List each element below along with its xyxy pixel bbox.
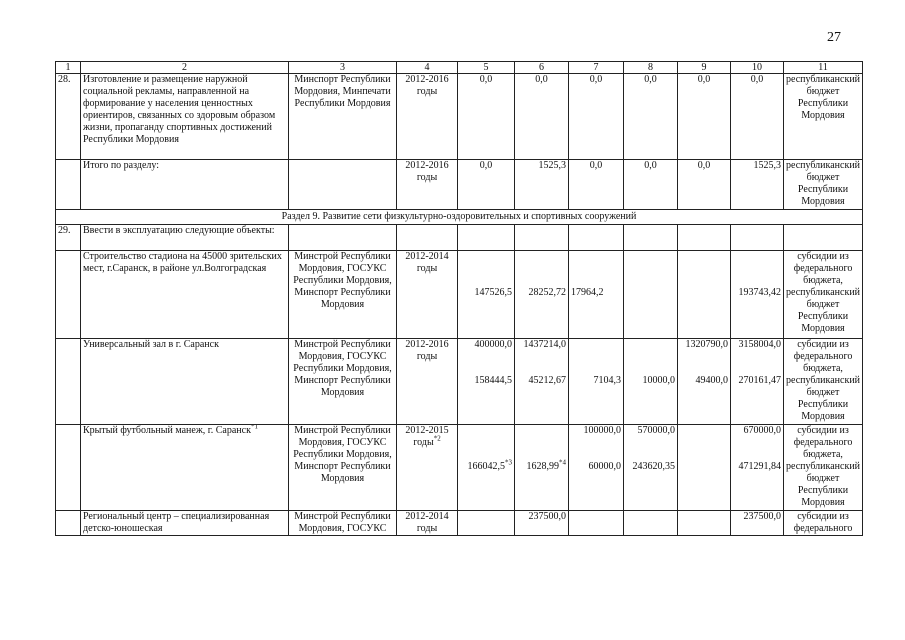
row-number: 29. <box>56 225 81 251</box>
table-row <box>56 339 863 425</box>
executor: Минспорт Республики Мордовия, Минпечати Республики Мордовия <box>289 74 397 160</box>
object-name: Универсальный зал в г. Саранск <box>81 339 289 425</box>
funding-source: субсидии из федерального бюджета, республиканский бюджет Республики Мордовия <box>784 251 863 339</box>
object-name: Региональный центр – специализированная детско-юношеская <box>81 511 289 536</box>
value-col5: 147526,5 <box>474 287 512 298</box>
funding-source: субсидии из федерального <box>784 511 863 536</box>
value-col9-regional: 49400,0 <box>695 375 728 386</box>
funding-source: республиканский бюджет Республики Мордовия <box>784 160 863 210</box>
value-col6-regional: 45212,67 <box>528 375 566 386</box>
value-col8-regional: 10000,0 <box>642 375 675 386</box>
value-col7: 17964,2 <box>571 287 604 298</box>
column-header: 8 <box>624 62 678 74</box>
value-col6: 237500,0 <box>515 511 569 536</box>
value-col10-regional: 270161,47 <box>738 375 781 386</box>
value-col8: 0,0 <box>624 160 678 210</box>
table-row <box>56 425 863 511</box>
column-numbers-row <box>56 62 863 74</box>
executor: Минстрой Республики Мордовия, ГОСУКС Республики Мордовия, Минспорт Республики Мордовия <box>289 425 397 511</box>
years: 2012-2014 годы <box>397 251 458 339</box>
value-col10: 0,0 <box>731 74 784 160</box>
value-col8-federal: 570000,0 <box>637 425 675 436</box>
value-col5: 0,0 <box>458 74 515 160</box>
column-header: 2 <box>81 62 289 74</box>
footnote-mark: *4 <box>559 458 566 467</box>
footnote-mark: *1 <box>250 424 258 431</box>
value-col10-federal: 3158004,0 <box>738 339 781 350</box>
measure-name: Изготовление и размещение наружной социальной рекламы, направленной на формирование у населения ценностных ориентиров, связанных со здоровым образом жизни, пропаганду спортивных достижений Республики Мордовия <box>81 74 289 160</box>
column-header: 5 <box>458 62 515 74</box>
value-col8-regional: 243620,35 <box>632 461 675 472</box>
section-title: Раздел 9. Развитие сети физкультурно-оздоровительных и спортивных сооружений <box>56 210 863 225</box>
value-col9: 0,0 <box>678 160 731 210</box>
value-col10: 1525,3 <box>731 160 784 210</box>
value-col10: 237500,0 <box>731 511 784 536</box>
page-number: 27 <box>827 30 841 45</box>
column-header: 7 <box>569 62 624 74</box>
column-header: 9 <box>678 62 731 74</box>
footnote-mark: *3 <box>505 458 512 467</box>
value-col7-federal: 100000,0 <box>583 425 621 436</box>
value-col6: 0,0 <box>515 74 569 160</box>
program-table <box>55 61 863 536</box>
total-label: Итого по разделу: <box>81 160 289 210</box>
value-col9: 0,0 <box>678 74 731 160</box>
funding-source: субсидии из федерального бюджета, республиканский бюджет Республики Мордовия <box>784 339 863 425</box>
table-row <box>56 251 863 339</box>
value-col10: 193743,42 <box>738 287 781 298</box>
value-col6: 1525,3 <box>515 160 569 210</box>
executor: Минстрой Республики Мордовия, ГОСУКС <box>289 511 397 536</box>
value-col7-regional: 7104,3 <box>593 375 621 386</box>
value-col5-federal: 400000,0 <box>474 339 512 350</box>
years: 2012-2016 годы <box>397 160 458 210</box>
row-number: 28. <box>56 74 81 160</box>
years: 2012-2015 годы <box>405 425 449 448</box>
table-row <box>56 74 863 160</box>
value-col6: 28252,72 <box>528 287 566 298</box>
value-col7-regional: 60000,0 <box>588 461 621 472</box>
measure-name: Ввести в эксплуатацию следующие объекты: <box>81 225 289 251</box>
value-col8: 0,0 <box>624 74 678 160</box>
value-col6-federal: 1437214,0 <box>523 339 566 350</box>
value-col6-regional: 1628,99 <box>526 461 559 472</box>
years: 2012-2014 годы <box>397 511 458 536</box>
value-col10-regional: 471291,84 <box>738 461 781 472</box>
executor: Минстрой Республики Мордовия, ГОСУКС Республики Мордовия, Минспорт Республики Мордовия <box>289 339 397 425</box>
column-header: 3 <box>289 62 397 74</box>
column-header: 11 <box>784 62 863 74</box>
table-row <box>56 225 863 251</box>
footnote-mark: *2 <box>433 434 441 443</box>
value-col7: 0,0 <box>569 74 624 160</box>
table-row <box>56 511 863 536</box>
value-col5: 0,0 <box>458 160 515 210</box>
value-col5-regional: 158444,5 <box>474 375 512 386</box>
column-header: 1 <box>56 62 81 74</box>
column-header: 6 <box>515 62 569 74</box>
section-header-row <box>56 210 863 225</box>
value-col5-regional: 166042,5 <box>467 461 505 472</box>
executor: Минстрой Республики Мордовия, ГОСУКС Республики Мордовия, Минспорт Республики Мордовия <box>289 251 397 339</box>
column-header: 4 <box>397 62 458 74</box>
funding-source: республиканский бюджет Республики Мордовия <box>784 74 863 160</box>
value-col9-federal: 1320790,0 <box>685 339 728 350</box>
table-row <box>56 160 863 210</box>
column-header: 10 <box>731 62 784 74</box>
object-name: Крытый футбольный манеж, г. Саранск <box>83 425 251 436</box>
object-name: Строительство стадиона на 45000 зрительских мест, г.Саранск, в районе ул.Волгоградская <box>81 251 289 339</box>
value-col7: 0,0 <box>569 160 624 210</box>
value-col10-federal: 670000,0 <box>743 425 781 436</box>
years: 2012-2016 годы <box>397 74 458 160</box>
funding-source: субсидии из федерального бюджета, республиканский бюджет Республики Мордовия <box>784 425 863 511</box>
years: 2012-2016 годы <box>397 339 458 425</box>
